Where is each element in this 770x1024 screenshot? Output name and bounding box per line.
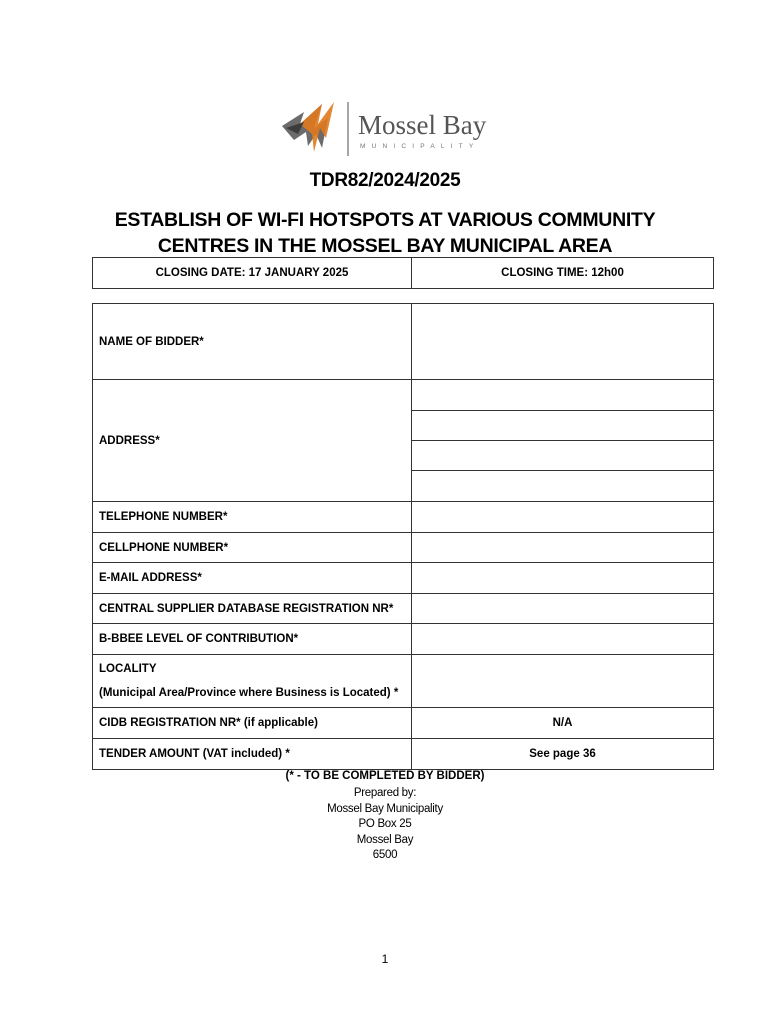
bidder-details-table (92, 303, 714, 770)
table-row (93, 739, 714, 770)
document-title (60, 207, 710, 259)
prepared-by-po-box: PO Box 25 (358, 818, 412, 830)
tender-amount-value: See page 36 (412, 739, 714, 770)
locality-label (93, 655, 412, 708)
title-line-2: CENTRES IN THE MOSSEL BAY MUNICIPAL AREA (157, 235, 613, 257)
locality-title: LOCALITY (99, 663, 157, 675)
csd-field[interactable] (412, 594, 714, 624)
prepared-by-block (0, 786, 770, 864)
tender-amount-label: TENDER AMOUNT (VAT included) * (93, 739, 412, 770)
table-row (93, 708, 714, 739)
locality-note: (Municipal Area/Province where Business is Located) * (99, 687, 399, 699)
cellphone-field[interactable] (412, 533, 714, 563)
table-row (93, 502, 714, 533)
closing-table (92, 257, 714, 289)
table-row (93, 563, 714, 594)
logo-subtitle: MUNICIPALITY (360, 143, 480, 150)
completed-by-bidder-note: (* - TO BE COMPLETED BY BIDDER) (285, 770, 485, 782)
telephone-field[interactable] (412, 502, 714, 533)
address-label: ADDRESS* (93, 380, 412, 502)
table-row (93, 594, 714, 624)
cellphone-label: CELLPHONE NUMBER* (93, 533, 412, 563)
bbbee-field[interactable] (412, 624, 714, 655)
name-of-bidder-label: NAME OF BIDDER* (93, 304, 412, 380)
telephone-label: TELEPHONE NUMBER* (93, 502, 412, 533)
mossel-bay-logo (278, 94, 498, 164)
tender-number: TDR82/2024/2025 (309, 170, 461, 191)
title-line-1: ESTABLISH OF WI-FI HOTSPOTS AT VARIOUS COMMUNITY (114, 209, 656, 231)
page-number: 1 (381, 952, 389, 966)
closing-row (93, 258, 714, 289)
logo-name: Mossel Bay (358, 110, 487, 140)
email-field[interactable] (412, 563, 714, 594)
prepared-by-org: Mossel Bay Municipality (327, 802, 443, 815)
locality-field[interactable] (412, 655, 714, 708)
table-row (93, 624, 714, 655)
closing-date: CLOSING DATE: 17 JANUARY 2025 (93, 258, 412, 289)
address-line-4-field[interactable] (412, 471, 714, 502)
name-of-bidder-field[interactable] (412, 304, 714, 380)
logo-emblem-icon (282, 102, 334, 152)
csd-label: CENTRAL SUPPLIER DATABASE REGISTRATION NR* (93, 594, 412, 624)
prepared-by-label: Prepared by: (353, 787, 417, 799)
table-row (93, 304, 714, 380)
bbbee-label: B-BBEE LEVEL OF CONTRIBUTION* (93, 624, 412, 655)
address-line-1-field[interactable] (412, 380, 714, 411)
address-line-3-field[interactable] (412, 441, 714, 471)
cidb-label: CIDB REGISTRATION NR* (if applicable) (93, 708, 412, 739)
table-row (93, 655, 714, 708)
closing-time: CLOSING TIME: 12h00 (412, 258, 714, 289)
email-label: E-MAIL ADDRESS* (93, 563, 412, 594)
prepared-by-city: Mossel Bay (356, 833, 414, 846)
table-row (93, 533, 714, 563)
cidb-value: N/A (412, 708, 714, 739)
prepared-by-postal-code: 6500 (372, 849, 398, 861)
address-line-2-field[interactable] (412, 411, 714, 441)
table-row (93, 380, 714, 411)
